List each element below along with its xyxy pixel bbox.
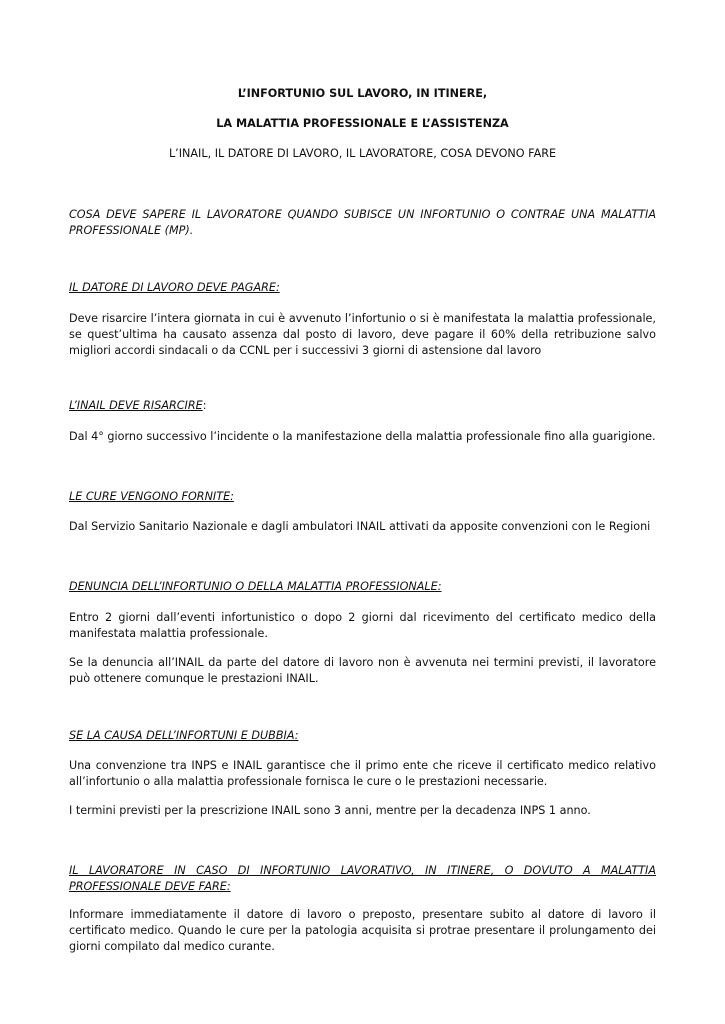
document-page [69, 0, 656, 1024]
intro-heading-text: COSA DEVE SAPERE IL LAVORATORE QUANDO SUBISCE UN INFORTUNIO O CONTRAE UNA MALATTIA PROFESSIONALE (MP). [69, 208, 656, 237]
section-paragraph-datore: Deve risarcire l’intera giornata in cui è avvenuto l’infortunio o si è manifestata la malattia professionale, se quest’ultima ha causato assenza dal posto di lavoro, deve pagare il 60% della retribuzione salvo migliori accordi sindacali o da CCNL per i successivi 3 giorni di astensione dal lavoro [69, 312, 656, 357]
document-subtitle: L’INAIL, IL DATORE DI LAVORO, IL LAVORATORE, COSA DEVONO FARE [168, 147, 557, 160]
document-title-line-2: LA MALATTIA PROFESSIONALE E L’ASSISTENZA [216, 117, 509, 130]
section-paragraph-cure: Dal Servizio Sanitario Nazionale e dagli ambulatori INAIL attivati da apposite convenzioni con le Regioni [69, 520, 651, 533]
section-paragraph-lavoratore: Informare immediatamente il datore di lavoro o preposto, presentare subito al datore di lavoro il certificato medico. Quando le cure per la patologia acquisita si protrae presentare il prolungamento dei giorni compilato dal medico curante. [69, 908, 656, 953]
section-heading-cure: LE CURE VENGONO FORNITE: [69, 490, 234, 503]
section-heading-denuncia: DENUNCIA DELL’INFORTUNIO O DELLA MALATTIA PROFESSIONALE: [69, 580, 442, 593]
section-heading-inail [69, 398, 656, 414]
section-heading-causa: SE LA CAUSA DELL’INFORTUNI E DUBBIA: [69, 729, 299, 742]
section-paragraph-denuncia-1: Entro 2 giorni dall’eventi infortunistico o dopo 2 giorni dal ricevimento del certificato medico della manifestata malattia professionale. [69, 611, 656, 640]
section-paragraph-inail: Dal 4° giorno successivo l’incidente o la manifestazione della malattia professionale fino alla guarigione. [69, 430, 656, 443]
section-paragraph-causa-1: Una convenzione tra INPS e INAIL garantisce che il primo ente che riceve il certificato medico relativo all’infortunio o alla malattia professionale fornisca le cure o le prestazioni necessarie. [69, 759, 656, 788]
section-heading-inail-suffix: : [202, 399, 207, 412]
section-heading-inail-text: L’INAIL DEVE RISARCIRE [69, 399, 203, 412]
intro-heading [69, 207, 656, 239]
section-paragraph-causa-2: I termini previsti per la prescrizione INAIL sono 3 anni, mentre per la decadenza INPS 1 anno. [69, 804, 591, 817]
section-paragraph-denuncia-2: Se la denuncia all’INAIL da parte del datore di lavoro non è avvenuta nei termini previsti, il lavoratore può ottenere comunque le prestazioni INAIL. [69, 656, 656, 685]
section-heading-lavoratore: IL LAVORATORE IN CASO DI INFORTUNIO LAVORATIVO, IN ITINERE, O DOVUTO A MALATTIA PROFESSIONALE DEVE FARE: [69, 864, 656, 893]
section-heading-datore: IL DATORE DI LAVORO DEVE PAGARE: [69, 281, 280, 294]
document-title-line-1: L’INFORTUNIO SUL LAVORO, IN ITINERE, [237, 87, 488, 100]
